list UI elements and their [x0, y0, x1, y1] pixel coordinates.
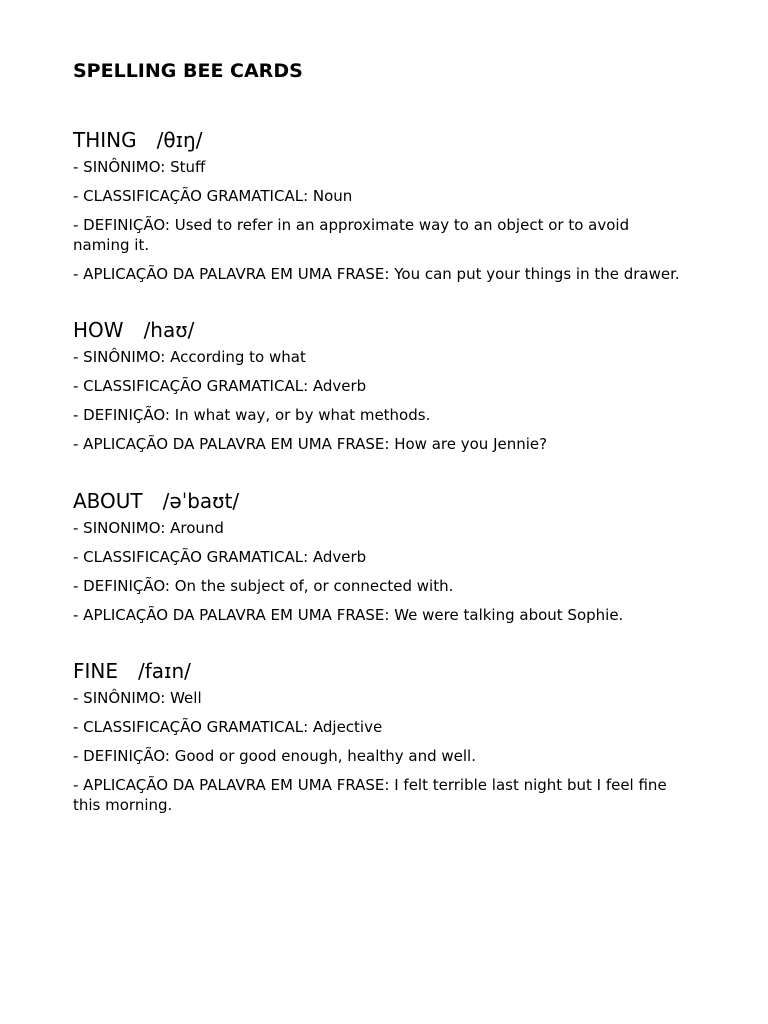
word-card-about — [73, 488, 688, 626]
ipa-transcription: /faɪn/ — [138, 659, 191, 683]
definition-line — [73, 747, 688, 767]
grammar-class-line — [73, 377, 688, 397]
synonym-label: - SINÔNIMO: — [73, 158, 171, 176]
grammar-class-value: Adverb — [312, 547, 367, 566]
example-sentence-label: - APLICAÇÃO DA PALAVRA EM UMA FRASE: — [73, 776, 395, 794]
example-sentence-label: - APLICAÇÃO DA PALAVRA EM UMA FRASE: — [73, 435, 395, 453]
example-sentence-line — [73, 265, 688, 285]
example-sentence-value: We were talking about Sophie. — [394, 605, 624, 624]
synonym-line — [73, 519, 688, 539]
synonym-label: - SINÔNIMO: — [73, 689, 171, 707]
grammar-class-value: Adjective — [312, 718, 383, 736]
synonym-value: According to what — [170, 348, 306, 366]
definition-value: Good or good enough, healthy and well. — [174, 747, 476, 765]
definition-label: - DEFINIÇÃO: — [73, 406, 175, 424]
grammar-class-line — [73, 548, 688, 568]
definition-value: Used to refer in an approximate way to an object or to avoid naming it. — [73, 216, 630, 254]
example-sentence-value: You can put your things in the drawer. — [394, 264, 680, 283]
definition-line — [73, 216, 688, 255]
example-sentence-value: How are you Jennie? — [394, 435, 548, 453]
grammar-class-label: - CLASSIFICAÇÃO GRAMATICAL: — [73, 547, 313, 566]
definition-label: - DEFINIÇÃO: — [73, 747, 175, 765]
word-heading — [73, 658, 688, 684]
definition-line — [73, 577, 688, 597]
definition-label: - DEFINIÇÃO: — [73, 576, 175, 595]
word-text: FINE — [73, 659, 118, 683]
word-heading — [73, 317, 688, 343]
word-text: THING — [73, 128, 137, 152]
word-card-thing — [73, 127, 688, 284]
definition-value: In what way, or by what methods. — [174, 406, 431, 424]
synonym-value: Around — [170, 518, 224, 537]
example-sentence-value: I felt terrible last night but I feel fine this morning. — [73, 776, 667, 814]
synonym-value: Stuff — [170, 158, 206, 176]
word-text: ABOUT — [73, 488, 143, 513]
ipa-transcription: /haʊ/ — [143, 318, 195, 342]
grammar-class-label: - CLASSIFICAÇÃO GRAMATICAL: — [73, 377, 313, 395]
synonym-line — [73, 158, 688, 178]
word-card-fine — [73, 658, 688, 815]
grammar-class-value: Adverb — [312, 377, 367, 395]
grammar-class-value: Noun — [312, 187, 353, 205]
ipa-transcription: /θɪŋ/ — [156, 128, 203, 152]
example-sentence-label: - APLICAÇÃO DA PALAVRA EM UMA FRASE: — [73, 605, 395, 624]
ipa-transcription: /əˈbaʊt/ — [162, 488, 240, 513]
synonym-label: - SINÔNIMO: — [73, 348, 171, 366]
example-sentence-line — [73, 606, 688, 626]
grammar-class-line — [73, 718, 688, 738]
word-heading — [73, 127, 688, 153]
grammar-class-line — [73, 187, 688, 207]
definition-line — [73, 406, 688, 426]
example-sentence-label: - APLICAÇÃO DA PALAVRA EM UMA FRASE: — [73, 264, 395, 283]
document-page — [73, 58, 688, 815]
synonym-value: Well — [170, 689, 202, 707]
definition-label: - DEFINIÇÃO: — [73, 216, 175, 234]
synonym-label: - SINONIMO: — [73, 518, 171, 537]
word-heading — [73, 488, 688, 514]
example-sentence-line — [73, 776, 688, 815]
grammar-class-label: - CLASSIFICAÇÃO GRAMATICAL: — [73, 718, 313, 736]
grammar-class-label: - CLASSIFICAÇÃO GRAMATICAL: — [73, 187, 313, 205]
word-card-how — [73, 317, 688, 455]
word-text: HOW — [73, 318, 124, 342]
example-sentence-line — [73, 435, 688, 455]
synonym-line — [73, 689, 688, 709]
synonym-line — [73, 348, 688, 368]
definition-value: On the subject of, or connected with. — [174, 576, 454, 595]
document-title: SPELLING BEE CARDS — [73, 60, 303, 82]
